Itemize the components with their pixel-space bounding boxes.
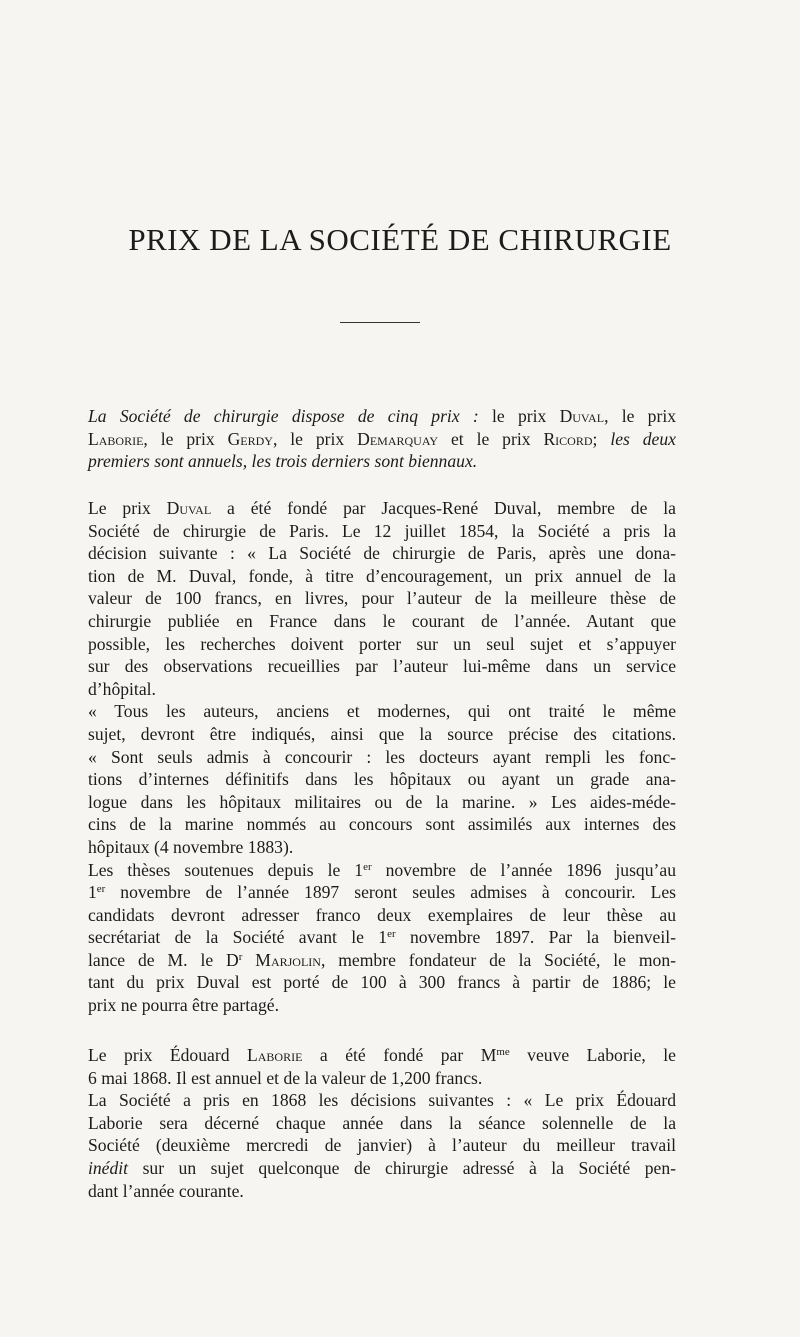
text-run: Les thèses soutenues depuis le 1	[88, 859, 364, 880]
text-run: Le prix Édouard	[88, 1045, 247, 1065]
italic-text: inédit	[88, 1157, 129, 1178]
superscript: er	[96, 883, 106, 896]
page-title: PRIX DE LA SOCIÉTÉ DE CHIRURGIE	[128, 222, 672, 257]
text-line: sujet, devront être indiqués, ainsi que la source précise des citations.	[88, 723, 676, 744]
text-line	[88, 497, 676, 520]
duval-paragraph	[88, 497, 676, 1017]
italic-text: La Société de chirurgie dispose de cinq prix :	[88, 406, 479, 426]
superscript: er	[387, 928, 396, 941]
text-line	[88, 949, 676, 972]
text-line	[88, 926, 676, 949]
text-line	[88, 428, 676, 451]
italic-text: premiers sont annuels, les trois derniers sont biennaux.	[88, 451, 478, 472]
text-run: , membre fondateur de la Société, le mon-	[320, 949, 676, 970]
text-run: sur un sujet quelconque de chirurgie adressé à la Société pen-	[128, 1157, 676, 1178]
text-line: « Tous les auteurs, anciens et modernes, qui ont traité le même	[88, 701, 676, 722]
text-line: cins de la marine nommés au concours sont assimilés aux internes des	[88, 814, 676, 835]
text-line: sur des observations recueillies par l’auteur lui-même dans un service	[88, 656, 676, 677]
text-run: , le prix	[143, 428, 228, 449]
text-run	[242, 950, 255, 970]
person-name: Marjolin	[255, 949, 321, 970]
text-line: prix ne pourra être partagé.	[88, 995, 279, 1016]
text-line: valeur de 100 francs, en livres, pour l’auteur de la meilleure thèse de	[88, 588, 676, 609]
text-line: Laborie sera décerné chaque année dans la séance solennelle de la	[88, 1112, 676, 1133]
prize-name: Gerdy	[227, 428, 273, 449]
text-line: « Sont seuls admis à concourir : les docteurs ayant rempli les fonc-	[88, 746, 676, 767]
text-run: 1	[88, 882, 97, 903]
prize-name: Laborie	[246, 1045, 303, 1065]
laborie-paragraph	[88, 1044, 676, 1202]
text-line	[88, 859, 676, 882]
text-line: tant du prix Duval est porté de 100 à 300 francs à partir de 1886; le	[88, 972, 676, 993]
text-run: novembre de l’année 1896 jusqu’au	[371, 859, 676, 880]
text-line: La Société a pris en 1868 les décisions suivantes : « Le prix Édouard	[88, 1090, 676, 1111]
text-line: 6 mai 1868. Il est annuel et de la valeur de 1,200 francs.	[88, 1067, 483, 1088]
superscript: r	[238, 950, 243, 963]
text-line	[88, 1157, 676, 1180]
text-line: tions d’internes définitifs dans les hôpitaux ou ayant un grade ana-	[88, 769, 676, 790]
text-run: a été fondé par Jacques-René Duval, membre de la	[211, 498, 676, 518]
text-line	[88, 450, 676, 473]
text-line: candidats devront adresser franco deux exemplaires de leur thèse au	[88, 904, 676, 925]
text-line: possible, les recherches doivent porter sur un seul sujet et s’appuyer	[88, 633, 676, 654]
text-run: lance de M. le D	[88, 949, 239, 970]
text-line: Société (deuxième mercredi de janvier) à l’auteur du meilleur travail	[88, 1135, 676, 1156]
text-run: novembre 1897. Par la bienveil-	[395, 927, 676, 948]
prize-name: Ricord	[543, 428, 593, 449]
prize-name: Duval	[166, 498, 212, 518]
text-line	[88, 881, 676, 904]
prize-name: Demarquay	[357, 428, 439, 449]
text-run: le prix	[478, 406, 560, 426]
title-divider	[340, 322, 420, 323]
text-line: logue dans les hôpitaux militaires ou de la marine. » Les aides-méde-	[88, 791, 676, 812]
text-run: novembre de l’année 1897 seront seules admises à concourir. Les	[105, 882, 676, 903]
text-line: tion de M. Duval, fonde, à titre d’encouragement, un prix annuel de la	[88, 565, 676, 586]
superscript: er	[363, 860, 372, 873]
text-run: a été fondé par M	[302, 1045, 497, 1065]
italic-text: les deux	[610, 428, 676, 449]
prize-name: Duval	[559, 406, 605, 426]
text-line: dant l’année courante.	[88, 1180, 244, 1201]
text-line: hôpitaux (4 novembre 1883).	[88, 836, 294, 857]
text-line: d’hôpital.	[88, 678, 156, 699]
text-line: décision suivante : « La Société de chirurgie de Paris, après une dona-	[88, 543, 676, 564]
text-line: Société de chirurgie de Paris. Le 12 juillet 1854, la Société a pris la	[88, 520, 676, 541]
text-line	[88, 1044, 676, 1067]
text-run: secrétariat de la Société avant le 1	[88, 927, 388, 948]
text-run: et le prix	[438, 428, 544, 449]
text-run: , le prix	[272, 428, 358, 449]
intro-paragraph	[88, 405, 676, 473]
text-line: chirurgie publiée en France dans le courant de l’année. Autant que	[88, 610, 676, 631]
text-line	[88, 405, 676, 428]
text-run: ;	[592, 428, 611, 449]
superscript: me	[496, 1046, 510, 1058]
text-run: Le prix	[88, 498, 167, 518]
text-run: veuve Laborie, le	[509, 1045, 676, 1065]
text-run: , le prix	[604, 406, 677, 426]
prize-name: Laborie	[88, 428, 144, 449]
